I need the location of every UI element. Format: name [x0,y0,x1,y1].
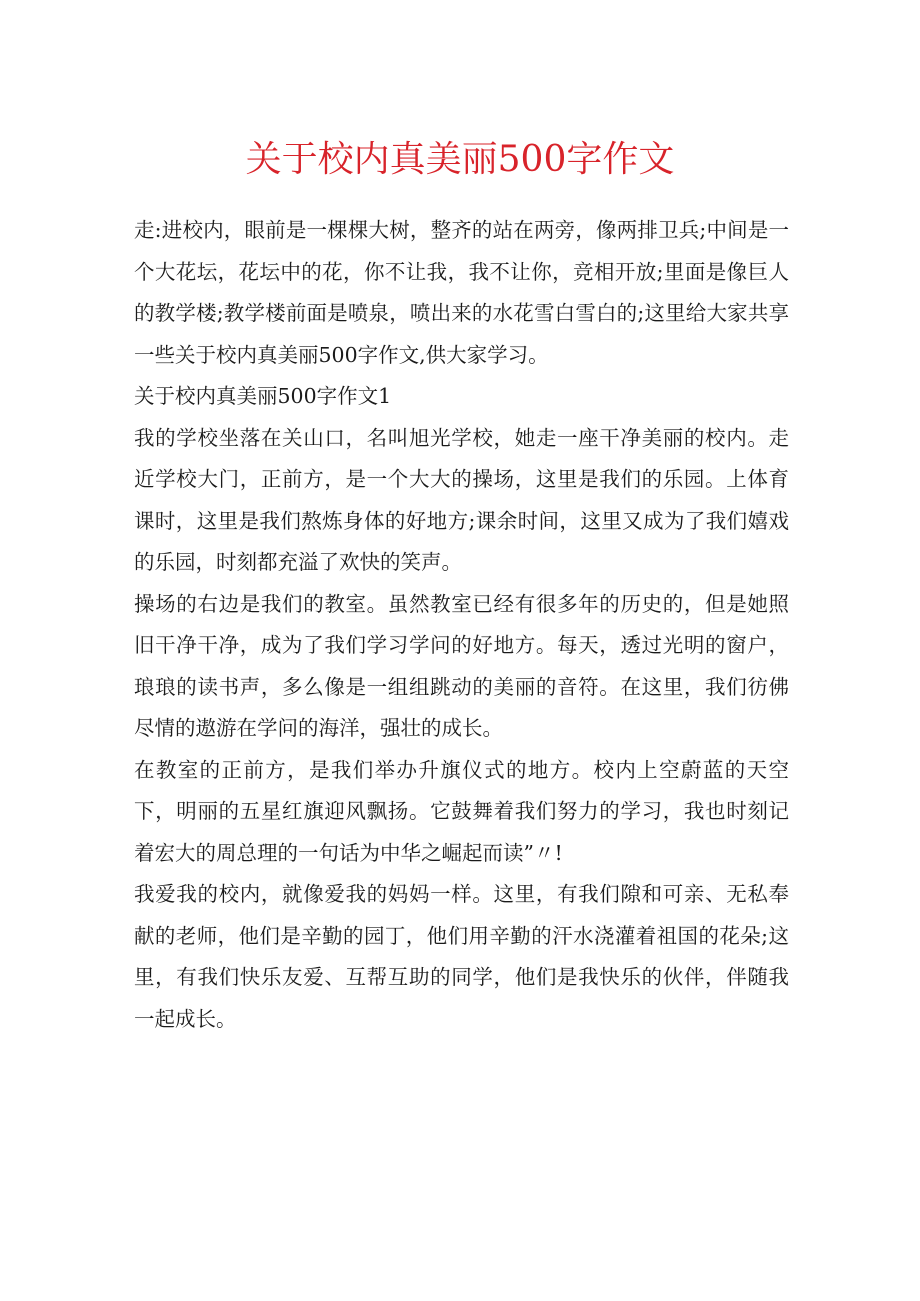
body-paragraph: 我的学校坐落在关山口，名叫旭光学校，她走一座干净美丽的校内。走近学校大门，正前方，是一个大大的操场，这里是我们的乐园。上体育课时，这里是我们熬炼身体的好地方;课余时间，这里又成为了我们嬉戏的乐园，时刻都充溢了欢快的笑声。 [134,425,789,574]
body-paragraph: 在教室的正前方，是我们举办升旗仪式的地方。校内上空蔚蓝的天空下，明丽的五星红旗迎风飘扬。它鼓舞着我们努力的学习，我也时刻记着宏大的周总理的一句话为中华之崛起而读”〃! [134,757,789,865]
section-heading: 关于校内真美丽500字作文1 [134,384,392,408]
body-paragraph: 我爱我的校内，就像爱我的妈妈一样。这里，有我们隙和可亲、无私奉献的老师，他们是辛勤的园丁，他们用辛勤的汗水浇灌着祖国的花朵;这里，有我们快乐友爱、互帮互助的同学，他们是我快乐的伙伴，伴随我一起成长。 [134,882,789,1031]
document-title: 关于校内真美丽500字作文 [245,139,675,180]
body-paragraph: 操场的右边是我们的教室。虽然教室已经有很多年的历史的，但是她照旧干净干净，成为了我们学习学问的好地方。每天，透过光明的窗户，琅琅的读书声，多么像是一组组跳动的美丽的音符。在这里，我们彷佛尽情的遨游在学问的海洋，强壮的成长。 [134,591,789,740]
intro-paragraph: 走:进校内，眼前是一棵棵大树，整齐的站在两旁，像两排卫兵;中间是一个大花坛，花坛中的花，你不让我，我不让你，竞相开放;里面是像巨人的教学楼;教学楼前面是喷泉，喷出来的水花雪白雪白的;这里给大家共享一些关于校内真美丽500字作文,供大家学习。 [134,218,789,367]
document-body [134,210,789,1040]
